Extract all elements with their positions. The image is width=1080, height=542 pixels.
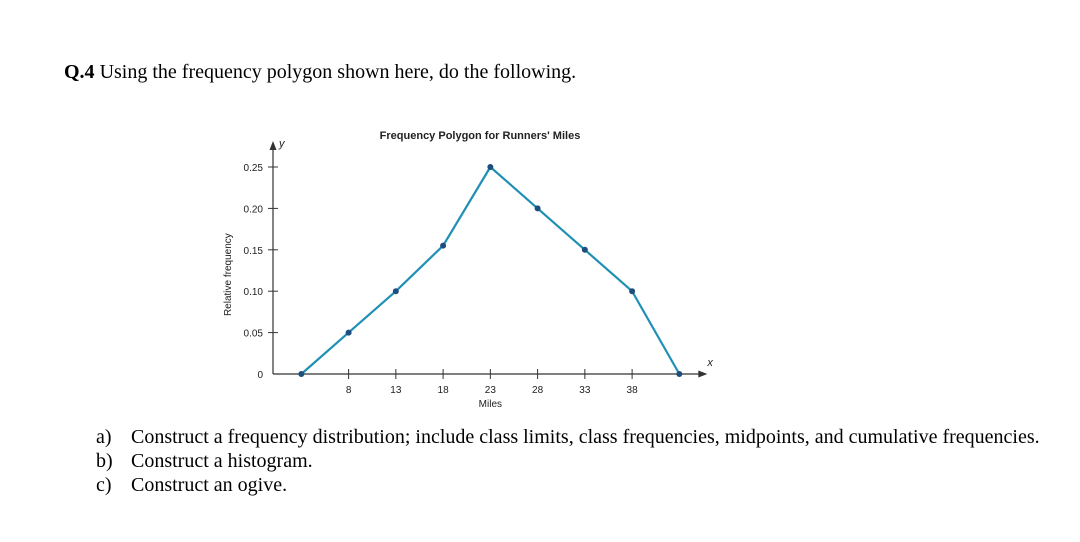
data-point xyxy=(535,205,541,211)
task-item-c xyxy=(96,473,1046,497)
task-text-b: Construct a histogram. xyxy=(131,450,313,472)
question-text: Using the frequency polygon shown here, do the following. xyxy=(94,61,577,83)
data-point xyxy=(629,288,635,294)
task-text-a: Construct a frequency distribution; include class limits, class frequencies, midpoints, and cumulative frequencies. xyxy=(131,426,1040,448)
x-tick-label: 8 xyxy=(345,385,352,396)
x-tick-label: 38 xyxy=(626,385,638,396)
x-axis-arrow xyxy=(698,371,707,378)
data-point xyxy=(298,371,304,377)
task-marker-c: c) xyxy=(96,474,112,496)
data-point xyxy=(676,371,682,377)
data-point xyxy=(346,330,352,336)
y-tick-label: 0.25 xyxy=(243,163,263,174)
x-tick-label: 18 xyxy=(437,385,449,396)
y-tick-label: 0 xyxy=(257,370,263,381)
data-point xyxy=(487,164,493,170)
y-axis-arrow xyxy=(270,141,277,150)
y-tick-label: 0.10 xyxy=(243,287,263,299)
task-list xyxy=(96,425,1046,497)
chart-title: Frequency Polygon for Runners' Miles xyxy=(379,130,581,142)
task-marker-a: a) xyxy=(96,426,112,448)
data-point xyxy=(393,288,399,294)
task-text-c: Construct an ogive. xyxy=(131,474,288,496)
x-tick-label: 28 xyxy=(532,385,544,396)
chart-canvas xyxy=(205,120,713,410)
task-item-a xyxy=(96,425,1046,449)
frequency-polygon-chart xyxy=(205,120,713,410)
question-number: Q.4 xyxy=(64,61,95,83)
task-item-b xyxy=(96,449,1046,473)
x-tick-label: 13 xyxy=(390,385,402,396)
x-axis-label: Miles xyxy=(478,399,503,410)
y-tick-label: 0.20 xyxy=(243,204,263,216)
y-tick-label: 0.15 xyxy=(243,245,263,257)
y-tick-label: 0.05 xyxy=(243,328,263,340)
x-tick-label: 33 xyxy=(579,385,591,396)
y-axis-symbol: y xyxy=(279,138,285,150)
y-axis-label: Relative frequency xyxy=(223,233,234,317)
question-prompt xyxy=(64,60,576,84)
x-axis-symbol: x xyxy=(707,357,713,369)
task-marker-b: b) xyxy=(96,450,113,472)
data-point xyxy=(440,243,446,249)
data-point xyxy=(582,247,588,253)
series-line xyxy=(301,167,679,374)
x-tick-label: 23 xyxy=(484,385,496,396)
